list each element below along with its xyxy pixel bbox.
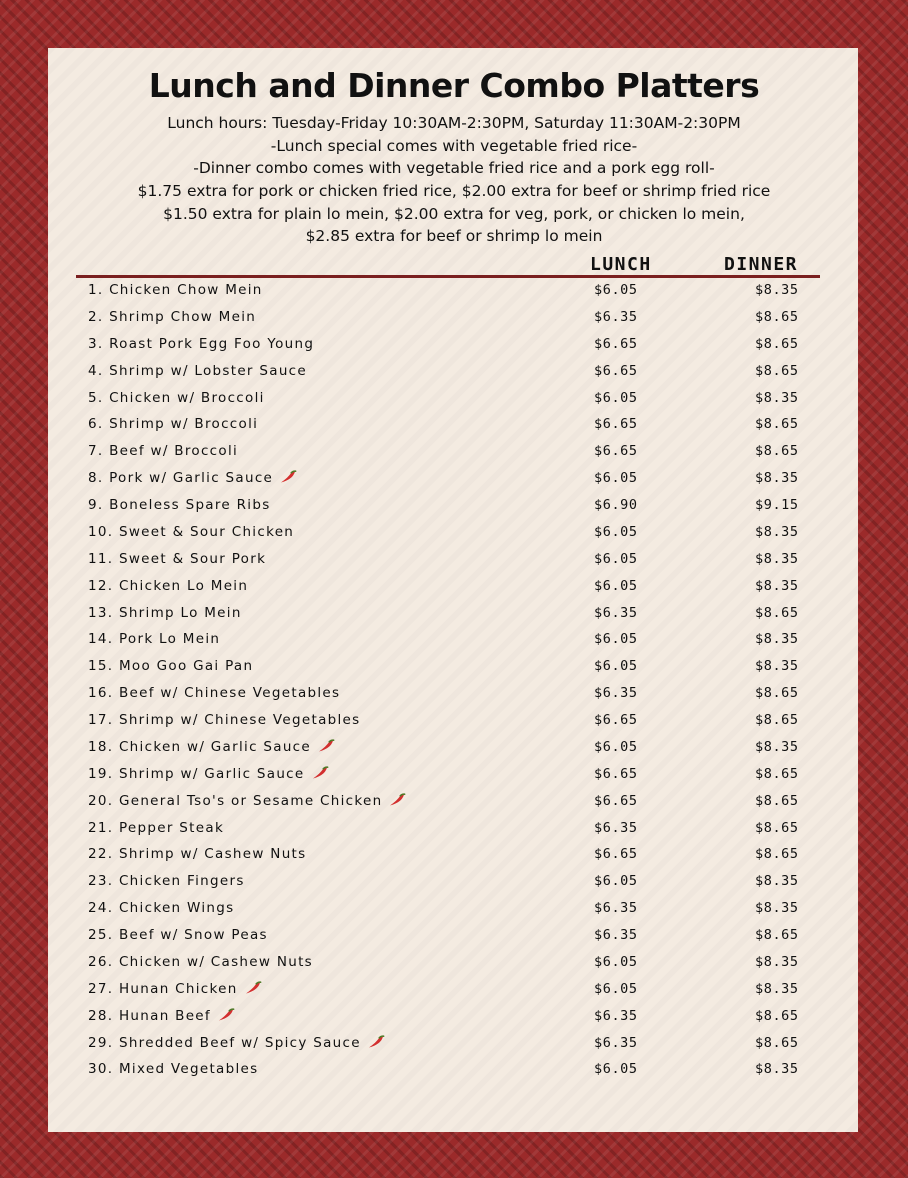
menu-item-name xyxy=(88,546,266,573)
menu-item-name xyxy=(88,385,265,412)
menu-item-row xyxy=(0,788,908,815)
lunch-price: $6.65 xyxy=(594,443,638,460)
menu-item-name xyxy=(88,519,294,546)
menu-title: Lunch and Dinner Combo Platters xyxy=(148,66,760,105)
lunch-price: $6.35 xyxy=(594,604,638,621)
dinner-price: $8.35 xyxy=(755,738,799,755)
lunch-special-note: -Lunch special comes with vegetable fried rice- xyxy=(270,136,638,155)
menu-item-label: 4. Shrimp w/ Lobster Sauce xyxy=(88,362,308,379)
dinner-price: $8.35 xyxy=(755,523,799,540)
dinner-combo-note: -Dinner combo comes with vegetable fried rice and a pork egg roll- xyxy=(193,159,715,178)
dinner-price: $8.35 xyxy=(755,550,799,567)
menu-item-label: 20. General Tso's or Sesame Chicken xyxy=(88,792,383,809)
menu-item-row xyxy=(0,519,908,546)
menu-item-row xyxy=(0,1056,908,1083)
menu-item-name xyxy=(88,1030,385,1057)
dinner-price: $8.65 xyxy=(755,604,799,621)
lunch-price: $6.35 xyxy=(594,900,638,917)
dinner-price: $8.35 xyxy=(755,282,799,298)
dinner-price: $8.35 xyxy=(755,953,799,970)
menu-item-row xyxy=(0,1003,908,1030)
dinner-price: $8.35 xyxy=(755,658,799,675)
menu-item-row xyxy=(0,895,908,922)
dinner-price: $8.65 xyxy=(755,335,799,352)
lunch-price: $6.35 xyxy=(594,308,638,325)
dinner-price: $8.65 xyxy=(755,1007,799,1024)
lunch-price: $6.65 xyxy=(594,362,638,379)
lunch-price: $6.05 xyxy=(594,980,638,997)
menu-item-label: 28. Hunan Beef xyxy=(88,1007,211,1024)
dinner-price: $8.65 xyxy=(755,765,799,782)
menu-item-label: 24. Chicken Wings xyxy=(88,900,235,917)
dinner-price: $8.35 xyxy=(755,631,799,648)
lunch-price: $6.35 xyxy=(594,685,638,702)
lunch-price: $6.05 xyxy=(594,738,638,755)
menu-item-name xyxy=(88,358,307,385)
lunch-price: $6.05 xyxy=(594,631,638,648)
lunch-price: $6.65 xyxy=(594,712,638,728)
menu-item-row xyxy=(0,841,908,868)
menu-item-name xyxy=(88,331,314,358)
lunch-price: $6.35 xyxy=(594,927,638,943)
menu-item-name xyxy=(88,492,271,519)
dinner-price: $8.65 xyxy=(755,712,799,728)
chili-pepper-icon xyxy=(217,1005,235,1019)
lunch-price: $6.05 xyxy=(594,873,638,890)
menu-item-row xyxy=(0,653,908,680)
menu-item-name xyxy=(88,653,253,680)
menu-item-name xyxy=(88,868,245,895)
lunch-price: $6.35 xyxy=(594,819,638,836)
lunch-price: $6.65 xyxy=(594,765,638,782)
menu-item-label: 22. Shrimp w/ Cashew Nuts xyxy=(88,846,307,863)
lunch-price: $6.05 xyxy=(594,550,638,567)
menu-item-row xyxy=(0,411,908,438)
fried-rice-extra-note: $1.75 extra for pork or chicken fried rice, $2.00 extra for beef or shrimp fried rice xyxy=(137,182,771,201)
lunch-price: $6.65 xyxy=(594,792,638,809)
chili-pepper-icon xyxy=(279,467,297,481)
lunch-price: $6.05 xyxy=(594,470,638,487)
menu-item-name xyxy=(88,707,361,734)
dinner-price: $8.65 xyxy=(755,308,799,325)
lunch-price: $6.05 xyxy=(594,523,638,540)
menu-item-name xyxy=(88,1003,235,1030)
menu-item-row xyxy=(0,492,908,519)
menu-item-name xyxy=(88,761,329,788)
menu-item-label: 29. Shredded Beef w/ Spicy Sauce xyxy=(88,1034,361,1051)
menu-item-row xyxy=(0,949,908,976)
dinner-price: $8.35 xyxy=(755,577,799,594)
dinner-price: $8.35 xyxy=(755,470,799,487)
menu-item-name xyxy=(88,841,307,868)
menu-item-row xyxy=(0,868,908,895)
menu-item-row xyxy=(0,358,908,385)
dinner-price: $8.65 xyxy=(755,846,799,863)
lunch-price: $6.05 xyxy=(594,577,638,594)
menu-item-row xyxy=(0,331,908,358)
menu-item-name xyxy=(88,788,406,815)
menu-notes xyxy=(0,112,908,248)
menu-item-name xyxy=(88,600,242,627)
menu-item-name xyxy=(88,438,238,465)
menu-item-row xyxy=(0,761,908,788)
menu-item-name xyxy=(88,465,297,492)
menu-item-name xyxy=(88,411,258,438)
menu-item-label: 21. Pepper Steak xyxy=(88,819,225,836)
menu-item-label: 13. Shrimp Lo Mein xyxy=(88,604,242,621)
menu-item-name xyxy=(88,1056,259,1083)
menu-item-row xyxy=(0,277,908,304)
dinner-price: $8.65 xyxy=(755,685,799,702)
lunch-price: $6.65 xyxy=(594,416,638,433)
menu-item-label: 30. Mixed Vegetables xyxy=(88,1061,259,1078)
dinner-price: $8.35 xyxy=(755,1061,799,1078)
menu-item-label: 25. Beef w/ Snow Peas xyxy=(88,927,268,943)
menu-item-name xyxy=(88,626,220,653)
menu-item-name xyxy=(88,680,340,707)
dinner-price: $8.65 xyxy=(755,443,799,460)
menu-item-row xyxy=(0,707,908,734)
dinner-column-header: DINNER xyxy=(724,254,799,275)
lunch-price: $6.35 xyxy=(594,1034,638,1051)
lunch-price: $6.35 xyxy=(594,1007,638,1024)
menu-item-row xyxy=(0,680,908,707)
menu-item-label: 3. Roast Pork Egg Foo Young xyxy=(88,335,315,352)
menu-item-name xyxy=(88,949,313,976)
menu-item-list xyxy=(0,277,908,1083)
chili-pepper-icon xyxy=(317,736,335,750)
menu-item-label: 6. Shrimp w/ Broccoli xyxy=(88,416,259,433)
lo-mein-extra-note: $1.50 extra for plain lo mein, $2.00 extra for veg, pork, or chicken lo mein, xyxy=(163,204,745,223)
menu-item-row xyxy=(0,573,908,600)
menu-item-label: 7. Beef w/ Broccoli xyxy=(88,443,239,460)
menu-item-label: 26. Chicken w/ Cashew Nuts xyxy=(88,953,313,970)
dinner-price: $8.65 xyxy=(755,416,799,433)
dinner-price: $8.35 xyxy=(755,900,799,917)
menu-item-label: 9. Boneless Spare Ribs xyxy=(88,497,271,513)
menu-item-label: 23. Chicken Fingers xyxy=(88,873,245,890)
lunch-price: $6.05 xyxy=(594,1061,638,1078)
dinner-price: $8.65 xyxy=(755,819,799,836)
chili-pepper-icon xyxy=(367,1032,385,1046)
menu-item-label: 16. Beef w/ Chinese Vegetables xyxy=(88,685,341,702)
menu-item-row xyxy=(0,626,908,653)
menu-item-row xyxy=(0,304,908,331)
lunch-price: $6.05 xyxy=(594,658,638,675)
menu-item-name xyxy=(88,815,224,842)
menu-item-row xyxy=(0,1030,908,1057)
lunch-price: $6.65 xyxy=(594,335,638,352)
dinner-price: $8.65 xyxy=(755,362,799,379)
menu-item-name xyxy=(88,976,262,1003)
lunch-hours-note: Lunch hours: Tuesday-Friday 10:30AM-2:30PM, Saturday 11:30AM-2:30PM xyxy=(167,114,741,132)
menu-item-row xyxy=(0,600,908,627)
menu-item-row xyxy=(0,815,908,842)
menu-item-label: 8. Pork w/ Garlic Sauce xyxy=(88,470,274,487)
menu-item-label: 19. Shrimp w/ Garlic Sauce xyxy=(88,765,305,782)
lunch-price: $6.05 xyxy=(594,282,638,298)
lo-mein-extra-note-2: $2.85 extra for beef or shrimp lo mein xyxy=(305,227,603,246)
menu-item-label: 10. Sweet & Sour Chicken xyxy=(88,523,295,540)
menu-item-name xyxy=(88,922,268,949)
dinner-price: $9.15 xyxy=(755,497,799,513)
chili-pepper-icon xyxy=(244,978,262,992)
lunch-price: $6.05 xyxy=(594,953,638,970)
menu-item-label: 18. Chicken w/ Garlic Sauce xyxy=(88,738,312,755)
dinner-price: $8.65 xyxy=(755,1034,799,1051)
menu-item-label: 5. Chicken w/ Broccoli xyxy=(88,389,265,406)
menu-item-label: 1. Chicken Chow Mein xyxy=(88,282,263,298)
menu-item-label: 12. Chicken Lo Mein xyxy=(88,577,249,594)
menu-item-row xyxy=(0,438,908,465)
dinner-price: $8.65 xyxy=(755,792,799,809)
chili-pepper-icon xyxy=(311,763,329,777)
dinner-price: $8.35 xyxy=(755,980,799,997)
lunch-column-header: LUNCH xyxy=(590,254,652,275)
menu-item-row xyxy=(0,976,908,1003)
menu-item-label: 15. Moo Goo Gai Pan xyxy=(88,658,254,675)
dinner-price: $8.35 xyxy=(755,389,799,406)
menu-item-row xyxy=(0,734,908,761)
dinner-price: $8.35 xyxy=(755,873,799,890)
dinner-price: $8.65 xyxy=(755,927,799,943)
menu-item-name xyxy=(88,573,248,600)
menu-item-label: 14. Pork Lo Mein xyxy=(88,631,221,648)
lunch-price: $6.65 xyxy=(594,846,638,863)
menu-item-name xyxy=(88,304,256,331)
lunch-price: $6.90 xyxy=(594,497,638,513)
menu-item-label: 27. Hunan Chicken xyxy=(88,980,238,997)
chili-pepper-icon xyxy=(388,790,406,804)
menu-item-row xyxy=(0,465,908,492)
lunch-price: $6.05 xyxy=(594,389,638,406)
menu-item-row xyxy=(0,922,908,949)
menu-item-name xyxy=(88,277,263,304)
menu-item-label: 11. Sweet & Sour Pork xyxy=(88,550,267,567)
menu-item-name xyxy=(88,734,335,761)
menu-item-label: 2. Shrimp Chow Mein xyxy=(88,308,257,325)
menu-item-label: 17. Shrimp w/ Chinese Vegetables xyxy=(88,712,361,728)
menu-item-row xyxy=(0,385,908,412)
menu-item-row xyxy=(0,546,908,573)
menu-item-name xyxy=(88,895,234,922)
